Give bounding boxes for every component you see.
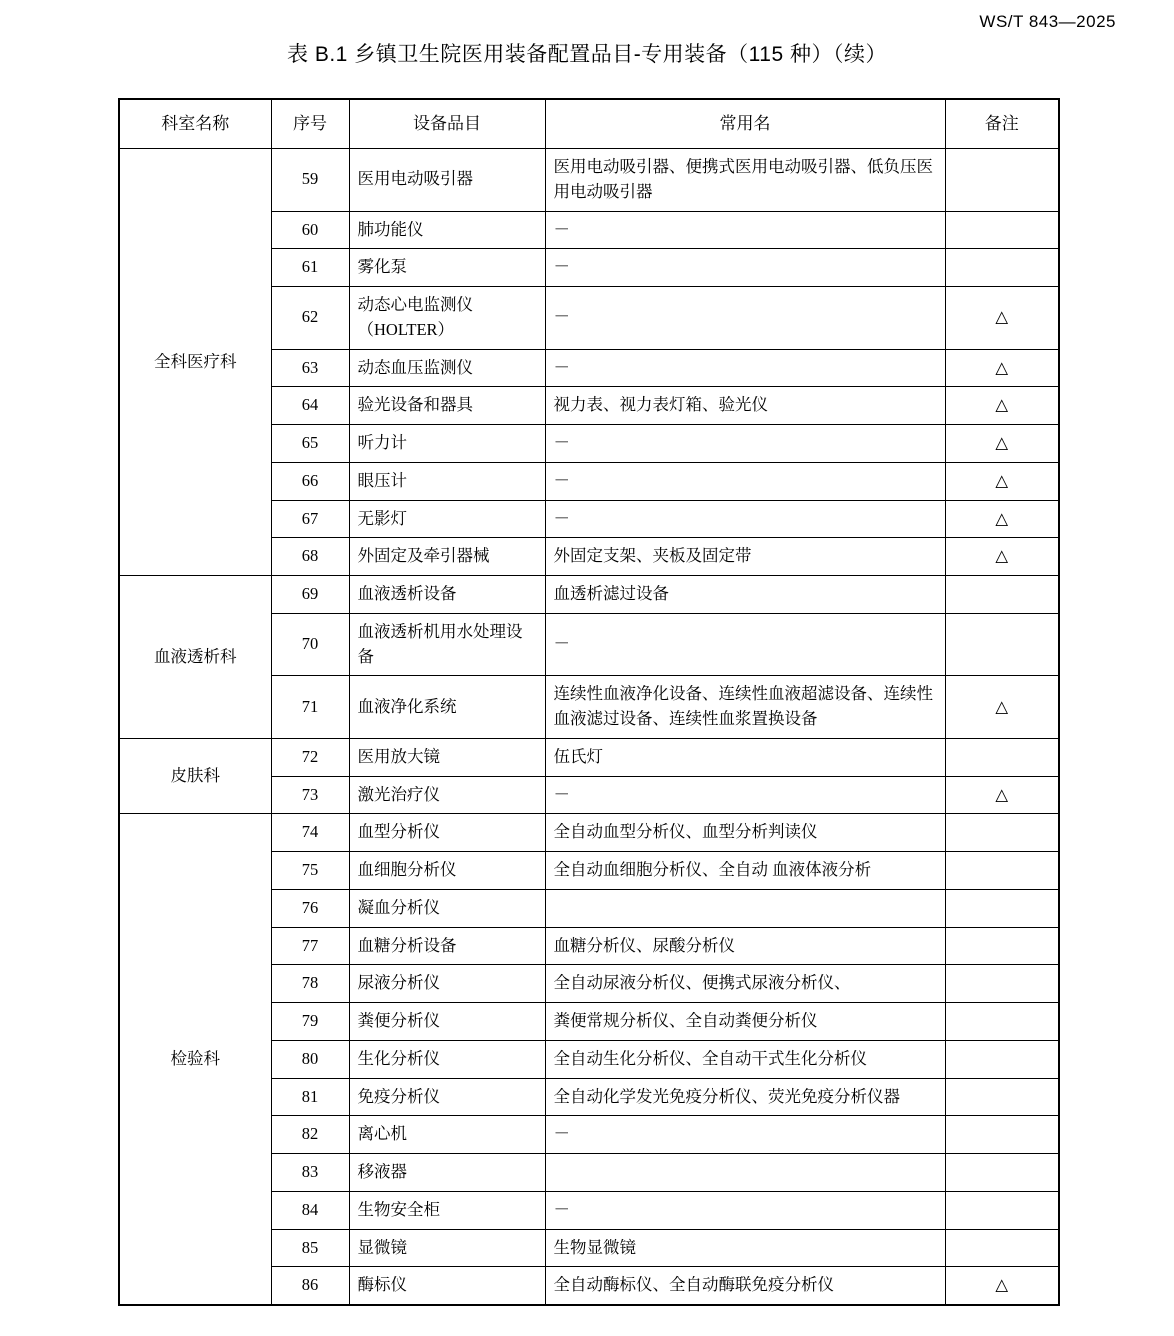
remark-cell	[945, 211, 1059, 249]
column-header-dept: 科室名称	[119, 99, 271, 149]
equipment-item-cell: 凝血分析仪	[349, 889, 545, 927]
row-number-cell: 79	[271, 1003, 349, 1041]
equipment-item-cell: 血液透析机用水处理设备	[349, 613, 545, 676]
remark-cell	[945, 852, 1059, 890]
row-number-cell: 84	[271, 1191, 349, 1229]
common-name-cell: 全自动尿液分析仪、便携式尿液分析仪、	[545, 965, 945, 1003]
remark-cell: △	[945, 287, 1059, 350]
remark-cell: △	[945, 349, 1059, 387]
remark-cell: △	[945, 387, 1059, 425]
common-name-cell: 医用电动吸引器、便携式医用电动吸引器、低负压医用电动吸引器	[545, 149, 945, 212]
common-name-cell: 连续性血液净化设备、连续性血液超滤设备、连续性血液滤过设备、连续性血浆置换设备	[545, 676, 945, 739]
column-header-item: 设备品目	[349, 99, 545, 149]
equipment-item-cell: 显微镜	[349, 1229, 545, 1267]
equipment-item-cell: 血液净化系统	[349, 676, 545, 739]
equipment-item-cell: 肺功能仪	[349, 211, 545, 249]
common-name-cell: 血透析滤过设备	[545, 576, 945, 614]
table-row	[119, 576, 1059, 614]
table-header	[119, 99, 1059, 149]
page-title: 表 B.1 乡镇卫生院医用装备配置品目-专用装备（115 种）（续）	[287, 43, 887, 66]
equipment-item-cell: 医用放大镜	[349, 738, 545, 776]
table-row	[119, 149, 1059, 212]
common-name-cell: 粪便常规分析仪、全自动粪便分析仪	[545, 1003, 945, 1041]
common-name-cell: －	[545, 1191, 945, 1229]
equipment-item-cell: 粪便分析仪	[349, 1003, 545, 1041]
row-number-cell: 60	[271, 211, 349, 249]
remark-cell: △	[945, 462, 1059, 500]
row-number-cell: 68	[271, 538, 349, 576]
department-cell: 血液透析科	[119, 576, 271, 739]
remark-cell: △	[945, 425, 1059, 463]
equipment-item-cell: 眼压计	[349, 462, 545, 500]
common-name-cell: －	[545, 249, 945, 287]
common-name-cell: 生物显微镜	[545, 1229, 945, 1267]
table-row	[119, 814, 1059, 852]
row-number-cell: 82	[271, 1116, 349, 1154]
column-header-no: 序号	[271, 99, 349, 149]
equipment-item-cell: 听力计	[349, 425, 545, 463]
common-name-cell: －	[545, 349, 945, 387]
equipment-item-cell: 血型分析仪	[349, 814, 545, 852]
equipment-item-cell: 激光治疗仪	[349, 776, 545, 814]
remark-cell: △	[945, 676, 1059, 739]
common-name-cell: －	[545, 1116, 945, 1154]
remark-cell	[945, 1229, 1059, 1267]
row-number-cell: 66	[271, 462, 349, 500]
remark-cell	[945, 1078, 1059, 1116]
remark-cell	[945, 1116, 1059, 1154]
common-name-cell: －	[545, 211, 945, 249]
row-number-cell: 73	[271, 776, 349, 814]
equipment-item-cell: 血糖分析设备	[349, 927, 545, 965]
table-header-row	[119, 99, 1059, 149]
common-name-cell: －	[545, 500, 945, 538]
row-number-cell: 62	[271, 287, 349, 350]
equipment-item-cell: 尿液分析仪	[349, 965, 545, 1003]
common-name-cell: 全自动化学发光免疫分析仪、荧光免疫分析仪器	[545, 1078, 945, 1116]
equipment-item-cell: 移液器	[349, 1154, 545, 1192]
row-number-cell: 61	[271, 249, 349, 287]
equipment-item-cell: 生物安全柜	[349, 1191, 545, 1229]
remark-cell: △	[945, 500, 1059, 538]
row-number-cell: 70	[271, 613, 349, 676]
row-number-cell: 72	[271, 738, 349, 776]
row-number-cell: 71	[271, 676, 349, 739]
row-number-cell: 65	[271, 425, 349, 463]
equipment-table	[118, 98, 1060, 1306]
equipment-table-container	[118, 98, 1058, 1306]
row-number-cell: 76	[271, 889, 349, 927]
equipment-item-cell: 动态心电监测仪（HOLTER）	[349, 287, 545, 350]
remark-cell	[945, 613, 1059, 676]
department-cell: 全科医疗科	[119, 149, 271, 576]
column-header-common-name: 常用名	[545, 99, 945, 149]
table-body	[119, 149, 1059, 1306]
common-name-cell	[545, 1154, 945, 1192]
remark-cell	[945, 814, 1059, 852]
common-name-cell: 全自动血细胞分析仪、全自动 血液体液分析	[545, 852, 945, 890]
equipment-item-cell: 验光设备和器具	[349, 387, 545, 425]
common-name-cell: 外固定支架、夹板及固定带	[545, 538, 945, 576]
equipment-item-cell: 离心机	[349, 1116, 545, 1154]
equipment-item-cell: 动态血压监测仪	[349, 349, 545, 387]
row-number-cell: 81	[271, 1078, 349, 1116]
row-number-cell: 69	[271, 576, 349, 614]
common-name-cell: 全自动酶标仪、全自动酶联免疫分析仪	[545, 1267, 945, 1305]
remark-cell	[945, 965, 1059, 1003]
remark-cell	[945, 889, 1059, 927]
department-cell: 皮肤科	[119, 738, 271, 814]
row-number-cell: 86	[271, 1267, 349, 1305]
equipment-item-cell: 医用电动吸引器	[349, 149, 545, 212]
row-number-cell: 63	[271, 349, 349, 387]
remark-cell	[945, 249, 1059, 287]
row-number-cell: 75	[271, 852, 349, 890]
remark-cell	[945, 927, 1059, 965]
remark-cell: △	[945, 538, 1059, 576]
table-row	[119, 738, 1059, 776]
equipment-item-cell: 雾化泵	[349, 249, 545, 287]
equipment-item-cell: 血液透析设备	[349, 576, 545, 614]
equipment-item-cell: 酶标仪	[349, 1267, 545, 1305]
row-number-cell: 83	[271, 1154, 349, 1192]
column-header-note: 备注	[945, 99, 1059, 149]
row-number-cell: 77	[271, 927, 349, 965]
row-number-cell: 85	[271, 1229, 349, 1267]
equipment-item-cell: 血细胞分析仪	[349, 852, 545, 890]
remark-cell: △	[945, 776, 1059, 814]
common-name-cell: －	[545, 287, 945, 350]
row-number-cell: 67	[271, 500, 349, 538]
common-name-cell: －	[545, 462, 945, 500]
equipment-item-cell: 免疫分析仪	[349, 1078, 545, 1116]
remark-cell	[945, 1154, 1059, 1192]
row-number-cell: 74	[271, 814, 349, 852]
remark-cell	[945, 1040, 1059, 1078]
row-number-cell: 59	[271, 149, 349, 212]
department-cell: 检验科	[119, 814, 271, 1305]
common-name-cell: －	[545, 425, 945, 463]
standard-code: WS/T 843—2025	[979, 12, 1116, 31]
remark-cell	[945, 1003, 1059, 1041]
row-number-cell: 78	[271, 965, 349, 1003]
common-name-cell: 血糖分析仪、尿酸分析仪	[545, 927, 945, 965]
common-name-cell	[545, 889, 945, 927]
remark-cell	[945, 576, 1059, 614]
common-name-cell: 伍氏灯	[545, 738, 945, 776]
row-number-cell: 80	[271, 1040, 349, 1078]
remark-cell	[945, 149, 1059, 212]
common-name-cell: 全自动生化分析仪、全自动干式生化分析仪	[545, 1040, 945, 1078]
equipment-item-cell: 外固定及牵引器械	[349, 538, 545, 576]
remark-cell	[945, 738, 1059, 776]
common-name-cell: 全自动血型分析仪、血型分析判读仪	[545, 814, 945, 852]
equipment-item-cell: 生化分析仪	[349, 1040, 545, 1078]
common-name-cell: －	[545, 776, 945, 814]
common-name-cell: 视力表、视力表灯箱、验光仪	[545, 387, 945, 425]
equipment-item-cell: 无影灯	[349, 500, 545, 538]
remark-cell: △	[945, 1267, 1059, 1305]
row-number-cell: 64	[271, 387, 349, 425]
common-name-cell: －	[545, 613, 945, 676]
remark-cell	[945, 1191, 1059, 1229]
